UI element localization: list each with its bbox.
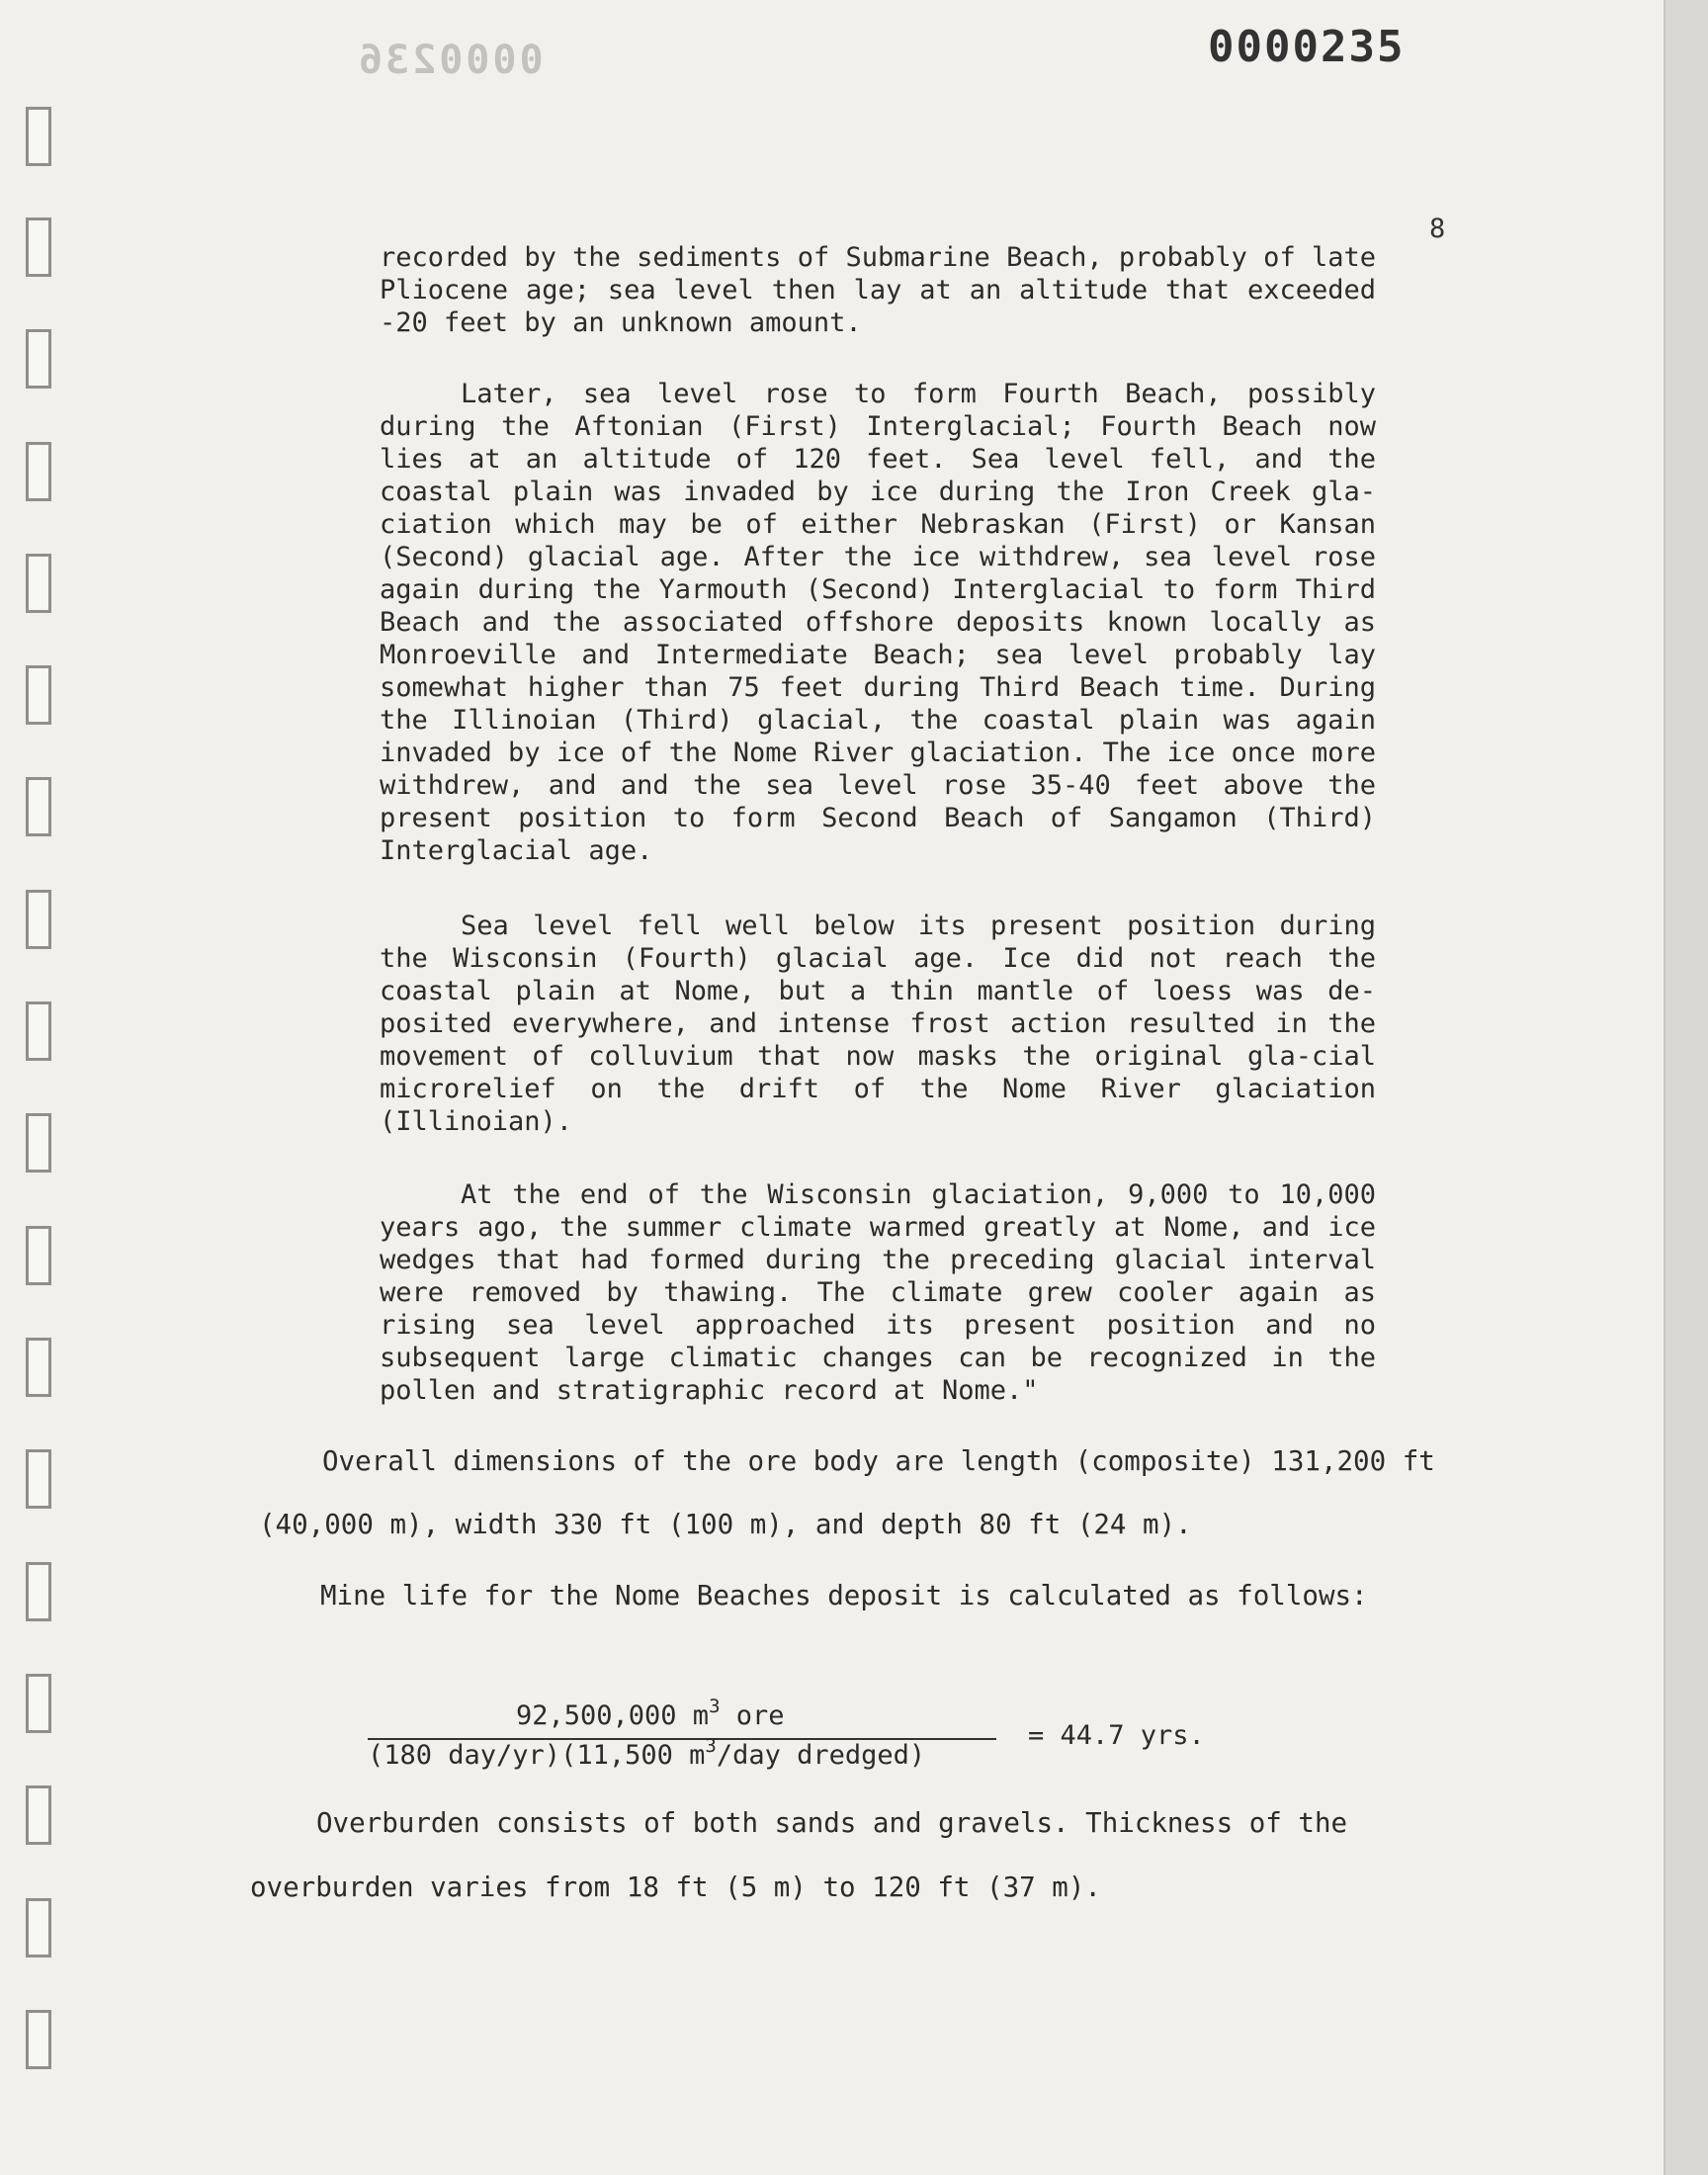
formula-result: = 44.7 yrs.: [1028, 1720, 1205, 1751]
binder-hole: [26, 218, 51, 277]
binder-hole: [26, 107, 51, 166]
binder-hole: [26, 665, 51, 725]
binder-hole: [26, 1226, 51, 1285]
page-number: 8: [1429, 214, 1446, 244]
binder-hole: [26, 329, 51, 389]
numerator-exponent: 3: [709, 1696, 721, 1717]
binder-hole: [26, 777, 51, 836]
numerator-unit: ore: [720, 1700, 785, 1731]
binder-hole: [26, 1449, 51, 1509]
binder-hole: [26, 1338, 51, 1397]
binder-hole: [26, 1562, 51, 1621]
quote-paragraph: Sea level fell well below its present position during the Wisconsin (Fourth) glacial age. Ice did not reach the coastal plain at Nome, but a thin mantle of loess was de-posited everywhere, and intense frost action resulted in the movement of colluvium that now masks the original gla-cial microrelief on the drift of the Nome River glaciation (Illinoian).: [380, 911, 1376, 1137]
quote-paragraph: recorded by the sediments of Submarine Beach, probably of late Pliocene age; sea level then lay at an altitude that exceeded -20 feet by an unknown amount.: [380, 242, 1376, 338]
binder-hole: [26, 1001, 51, 1061]
binder-hole: [26, 1674, 51, 1733]
binder-hole: [26, 554, 51, 613]
binder-hole: [26, 1113, 51, 1173]
binder-hole: [26, 442, 51, 501]
dimensions-line-2: (40,000 m), width 330 ft (100 m), and depth 80 ft (24 m).: [259, 1509, 1192, 1540]
mine-life-formula: [368, 1696, 1257, 1799]
denominator-prefix: (180 day/yr)(11,500 m: [368, 1740, 706, 1771]
binder-hole: [26, 2010, 51, 2069]
mine-life-intro: Mine life for the Nome Beaches deposit is calculated as follows:: [320, 1580, 1368, 1611]
overburden-line-1: Overburden consists of both sands and gravels. Thickness of the: [316, 1807, 1348, 1839]
bleed-through-number: 0000236: [356, 38, 544, 83]
binder-hole: [26, 1898, 51, 1958]
numerator-value: 92,500,000 m: [516, 1700, 710, 1731]
binder-hole: [26, 1785, 51, 1845]
denominator-exponent: 3: [705, 1735, 717, 1757]
denominator-suffix: /day dredged): [716, 1740, 926, 1771]
quote-paragraph: At the end of the Wisconsin glaciation, 9,000 to 10,000 years ago, the summer climate warmed greatly at Nome, and ice wedges that had formed during the preceding glacial interval were removed by thawing. The climate grew cooler again as rising sea level approached its present position and no subsequent large climatic changes can be recognized in the pollen and stratigraphic record at Nome.": [380, 1179, 1376, 1406]
binder-hole: [26, 890, 51, 949]
overburden-line-2: overburden varies from 18 ft (5 m) to 120 ft (37 m).: [250, 1871, 1101, 1903]
quote-paragraph: Later, sea level rose to form Fourth Beach, possibly during the Aftonian (First) Interglacial; Fourth Beach now lies at an altitude of 120 feet. Sea level fell, and the coastal plain was invaded by ice during the Iron Creek gla-ciation which may be of either Nebraskan (First) or Kansan (Second) glacial age. After the ice withdrew, sea level rose again during the Yarmouth (Second) Interglacial to form Third Beach and the associated offshore deposits known locally as Monroeville and Intermediate Beach; sea level probably lay somewhat higher than 75 feet during Third Beach time. During the Illinoian (Third) glacial, the coastal plain was again invaded by ice of the Nome River glaciation. The ice once more withdrew, and and the sea level rose 35-40 feet above the present position to form Second Beach of Sangamon (Third) Interglacial age.: [380, 379, 1376, 866]
formula-numerator: [516, 1696, 785, 1731]
formula-denominator: [368, 1735, 926, 1771]
dimensions-line-1: Overall dimensions of the ore body are length (composite) 131,200 ft: [322, 1445, 1435, 1477]
scan-edge: [1664, 0, 1708, 2175]
document-number: 0000235: [1208, 22, 1406, 72]
